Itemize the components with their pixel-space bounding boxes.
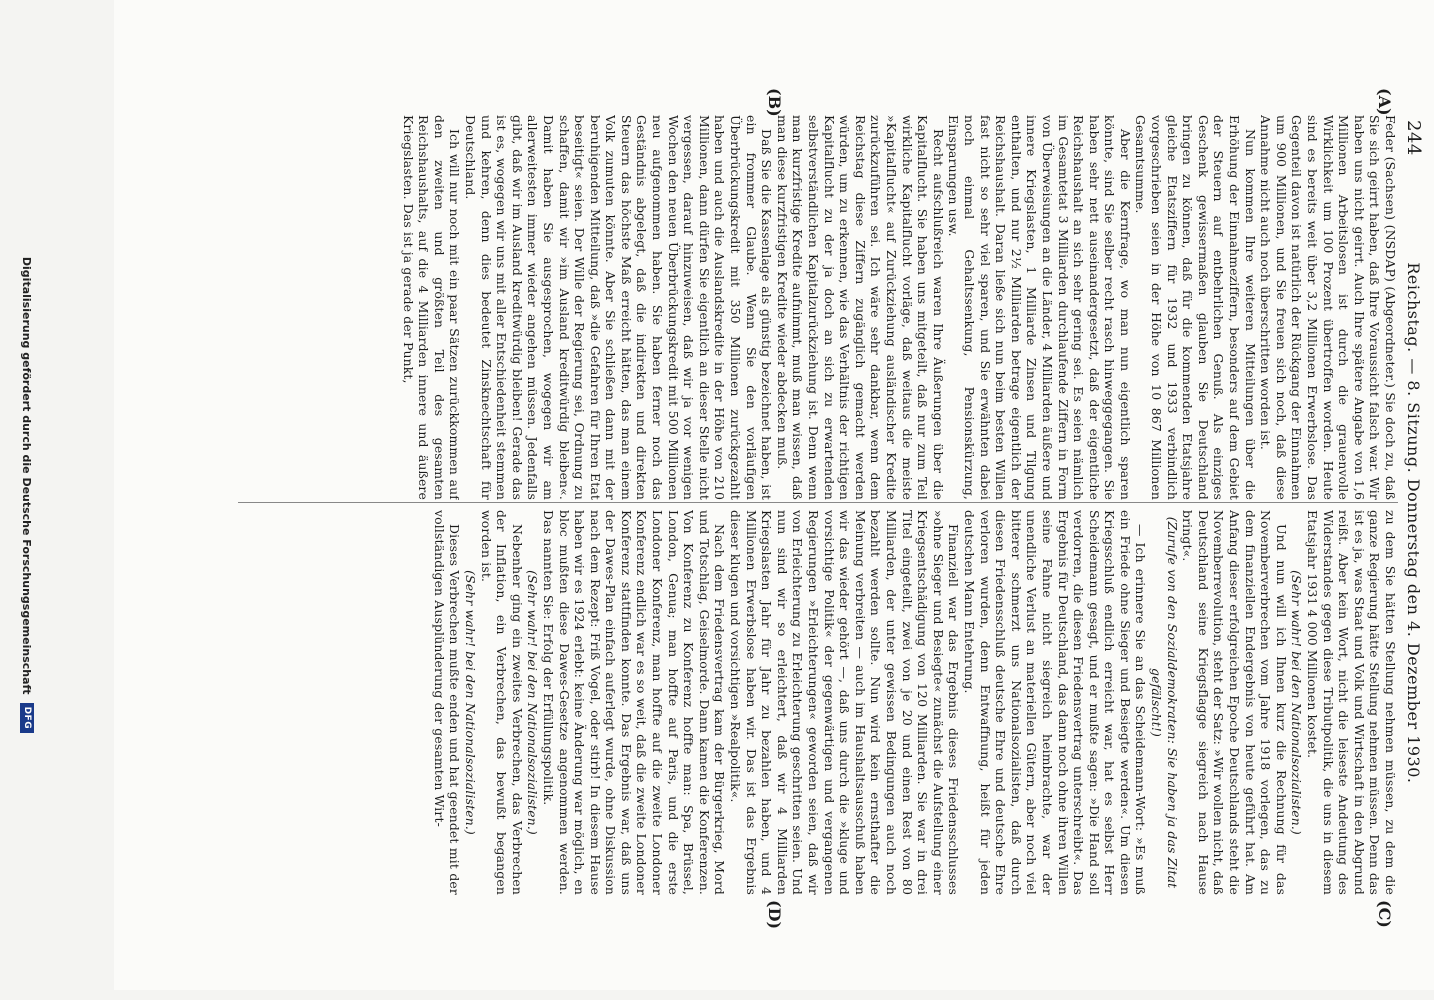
- digitization-credit: [12, 0, 42, 990]
- margin-marker-b: (B): [765, 88, 784, 117]
- paragraph: Recht aufschlußreich waren Ihre Äußerungen über die Kapitalflucht. Sie haben uns mitgeteilt, daß nur zum Teil wirkliche Kapitalflucht vorläge, daß weitaus die meiste »Kapitalflucht« auf Zurückziehung ausländischer Kredite zurückzuführen sei. Ich wäre sehr dankbar, wenn dem Reichstag diese Ziffern zugänglich gemacht werden würden, um zu erkennen, wie das Verhältnis der richtigen Kapitalflucht zu der ja doch an sich zu erwartenden selbstverständlichen Kapitalzurückziehung ist. Denn wenn man kurzfristige Kredite aufnimmt, muß man wissen, daß man diese kurzfristigen Kredite wieder abdecken muß.: [774, 115, 946, 500]
- paragraph: Aber die Kernfrage, wo man nun eigentlich sparen könnte, sind Sie selber recht rasch hinweggegangen. Sie haben sehr nett auseinandergesetzt, daß der eigentliche Reichshaushalt an sich sehr gering sei. Es seien nämlich im Gesamtetat 3 Milliarden durchlaufende Ziffern in Form von Überweisungen an die Länder, 4 Milliarden äußere und innere Kriegslasten, 1 Milliarde Zinsen und Tilgung enthalten, und nur 2½ Milliarden betrage eigentlich der Reichshaushalt. Daran ließe sich nun beim besten Willen fast nicht so sehr viel sparen, und Sie erwähnten dabei noch einmal Gehaltssenkung, Pensionskürzung, Einsparungen usw.: [946, 115, 1133, 500]
- paragraph: — Ich erinnere Sie an das Scheidemann-Wort: »Es muß ein Friede ohne Sieger und Besiegte werden«. Um diesen Kriegsschluß endlich erreicht war, hat es selbst Herr Scheidemann gesagt, und er mußte sagen: »Die Hand soll verdorren, die diesen Friedensvertrag unterschreibt«. Das Ergebnis für Deutschland, das dann noch ohne ihren Willen seine Fahne nicht siegreich heimbrachte, war der unendliche Verlust an materiellen Gütern, aber noch viel bitterer schmerzt uns Nationalsozialisten, daß durch diesen Friedensschluß deutsche Ehre und deutsche Ehre verloren wurden, denn Entwaffnung, heißt für jeden deutschen Mann Entehrung.: [961, 510, 1149, 895]
- margin-marker-a: (A): [1375, 88, 1394, 116]
- credit-text: Digitalisierung gefördert durch die Deutsche Forschungsgemeinschaft: [20, 256, 34, 695]
- paragraph: Und nun will ich Ihnen kurz die Rechnung für das Novemberverbrechen vom Jahre 1918 vorlegen, das zu dem finanziellen Endergebnis von heute geführt hat. Am Anfang dieser erfolgreichen Epoche Deutschlands steht die Novemberrevolution, steht der Satz: »Wir wollen nicht, daß Deutschland seine Kriegsflagge siegreich nach Hause bringt«.: [1180, 510, 1289, 895]
- paragraph: Nach dem Friedensvertrag kam der Bürgerkrieg, Mord und Totschlag, Geiselmorde. Dann kamen die Konferenzen. Von Konferenz zu Konferenz hoffte man: Spa, Brüssel, London, Genua; man hoffte auf Paris, und die erste Londoner Konferenz, man hoffte auf die zweite Londoner Konferenz endlich war es so weit, daß die zweite Londoner Konferenz stattfinden konnte. Das Ergebnis war, daß uns der Dawes-Plan einfach auferlegt wurde, ohne Diskussion nach dem Rezept: Friß Vogel, oder stirb! In diesem Hause haben wir es 1924 erlebt: keine Änderung war möglich, en bloc mußten diese Dawes-Gesetze angenommen werden. Das nannten Sie: Erfolg der Erfüllungspolitik.: [540, 510, 728, 895]
- dfg-logo: DFG: [20, 703, 34, 734]
- page-number: 244: [1403, 120, 1424, 156]
- interjection: (Zurufe von den Sozialdemokraten: Sie haben ja das Zitat gefälscht!): [1149, 516, 1180, 889]
- running-header: [1402, 120, 1424, 920]
- paragraph: Feder (Sachsen) (NSDAP) (Abgeordneter.) Sie doch zu, daß Sie sich geirrt haben, daß Ihre Voraussicht falsch war. Wir haben uns nicht geirrt. Auch Ihre spätere Angabe von 1,6 Millionen Arbeitslosen ist durch die grauenvolle Wirklichkeit um 100 Prozent übertroffen worden. Heute sind es bereits weit über 3,2 Millionen Erwerbslose. Das Gegenteil davon ist natürlich der Rückgang der Einnahmen um 900 Millionen, und Sie freuen sich noch, daß diese Annahme nicht auch noch überschritten worden ist.: [1258, 115, 1398, 500]
- margin-marker-c: (C): [1375, 900, 1394, 928]
- paragraph: Daß Sie die Kassenlage als günstig bezeichnet haben, ist ein frommer Glaube. Wenn Sie den vorläufigen Überbrückungskredit mit 350 Millionen zurückgezahlt haben und auch die Auslandskredite in der Höhe von 210 Millionen, dann dürfen Sie eigentlich an dieser Stelle nicht vergessen, darauf hinzuweisen, daß wir ja vor wenigen Wochen den neuen Überbrückungskredit mit 500 Millionen neu aufgenommen haben. Sie haben ferner noch das Geständnis abgelegt, daß die indirekten und direkten Steuern das höchste Maß erreicht hätten, das man einem Volk zumuten könnte. Aber Sie schließen dann mit der beruhigenden Mitteilung, daß »die Gefahren für Ihren Etat beseitigt« seien. Der Wille der Regierung sei, Ordnung zu schaffen, damit wir »im Ausland kreditwürdig bleiben«. Damit haben Sie ausgesprochen, wogegen wir am allerweitesten immer wieder angehen müssen. Jedenfalls gibt, daß wir im Ausland kreditwürdig bleiben! Gerade das ist es, wogegen wir uns mit aller Entschiedenheit stemmen und kehren, denn dies bedeutet Zinsknechtschaft für Deutschland.: [462, 115, 775, 500]
- column-divider: [238, 502, 1398, 503]
- running-title: Reichstag. — 8. Sitzung. Donnerstag den 4. Dezember 1930.: [1404, 262, 1423, 784]
- document-page: [114, 0, 1434, 990]
- paragraph: Nun kommen Ihre weiteren Mitteilungen über die Erhöhung der Einnahmeziffern, besonders auf dem Gebiet der Steuern auf entbehrlichen Genuß. Als einziges Geschenk gewissermaßen glauben Sie Deutschland bringen zu können, daß für die kommenden Etatsjahre gleiche Etatsziffern für 1932 und 1933 verbindlich vorgeschrieben seien in der Höhe von 10 867 Millionen Gesamtsumme.: [1133, 115, 1258, 500]
- interjection: (Sehr wahr! bei den Nationalsozialisten.): [462, 570, 478, 835]
- margin-marker-d: (D): [765, 900, 784, 930]
- interjection: (Sehr wahr! bei den Nationalsozialisten.): [1289, 570, 1305, 835]
- interjection: (Sehr wahr! bei den Nationalsozialisten.): [525, 570, 541, 835]
- paragraph: Nebenher ging ein zweites Verbrechen, das Verbrechen der Inflation, ein Verbrechen, das bewußt begangen worden ist.: [478, 510, 525, 895]
- right-column: [248, 510, 1398, 895]
- paragraph: Ich will nur noch mit ein paar Sätzen zurückkommen auf den zweiten und größten Teil des gesamten Reichshaushalts, auf die 4 Milliarden innere und äußere Kriegslasten. Das ist ja gerade der Punkt,: [400, 115, 463, 500]
- paragraph: Finanziell war das Ergebnis dieses Friedensschlusses »ohne Sieger und Besiegte« zunächst die Aufstellung einer Kriegsentschädigung von 120 Milliarden. Sie war in drei Titel eingeteilt, zwei von je 20 und einen Rest von 80 Milliarden, der unter gewissen Bedingungen auch noch bezahlt werden sollte. Nun wird kein ernsthafter die Meinung verbreiten — auch im Haushaltsausschuß haben wir das wieder gehört —, daß uns durch die »kluge und vorsichtige Politik« der gegenwärtigen und vergangenen Regierungen »Erleichterungen« geworden seien, daß wir von Erleichterung zu Erleichterung geschritten seien. Und nun sind wir so erleichtert, daß wir 4 Milliarden Kriegslasten Jahr für Jahr zu bezahlen haben, und 4 Millionen Erwerbslose haben wir. Das ist das Ergebnis dieser klugen und vorsichtigen »Realpolitik«.: [728, 510, 962, 895]
- paragraph: zu dem Sie hätten Stellung nehmen müssen, zu dem die ganze Regierung hätte Stellung nehmen müssen. Denn das ist es ja, was Staat und Volk und Wirtschaft in den Abgrund reißt. Aber kein Wort, nicht die leiseste Andeutung des Widerstandes gegen diese Tributpolitik, die uns in diesem Etatsjahr 1931 4 000 Millionen kostet.: [1305, 510, 1398, 895]
- left-column: [248, 115, 1398, 500]
- paragraph: Dieses Verbrechen mußte enden und hat geendet mit der vollständigen Ausplünderung der gesamten Wirt-: [431, 510, 463, 895]
